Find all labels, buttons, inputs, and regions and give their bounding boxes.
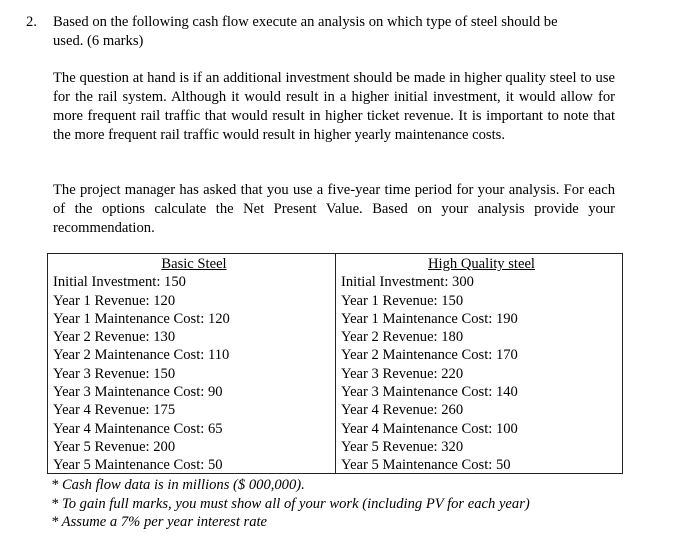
hq-year1-maintenance: Year 1 Maintenance Cost: 190 xyxy=(341,310,518,327)
question-number: 2. xyxy=(26,14,37,30)
note-show-work: * To gain full marks, you must show all of your work (including PV for each year) xyxy=(51,495,530,512)
basic-year2-maintenance: Year 2 Maintenance Cost: 110 xyxy=(53,347,230,364)
high-quality-steel-title: High Quality steel xyxy=(427,256,535,272)
basic-steel-column xyxy=(48,254,336,473)
basic-steel-title: Basic Steel xyxy=(161,256,227,272)
hq-year4-revenue: Year 4 Revenue: 260 xyxy=(341,402,464,419)
basic-year1-revenue: Year 1 Revenue: 120 xyxy=(53,292,176,309)
hq-year5-revenue: Year 5 Revenue: 320 xyxy=(341,438,464,455)
cash-flow-table xyxy=(47,253,623,474)
question-number-spacer xyxy=(26,32,53,51)
hq-year3-maintenance: Year 3 Maintenance Cost: 140 xyxy=(341,384,518,401)
question-heading xyxy=(26,13,626,51)
question-text-line-1: Based on the following cash flow execute an analysis on which type of steel should be xyxy=(53,14,558,30)
hq-year3-revenue: Year 3 Revenue: 220 xyxy=(341,365,464,382)
basic-initial-investment: Initial Investment: 150 xyxy=(53,274,186,291)
basic-year4-revenue: Year 4 Revenue: 175 xyxy=(53,402,176,419)
basic-year4-maintenance: Year 4 Maintenance Cost: 65 xyxy=(53,420,223,437)
basic-year5-maintenance: Year 5 Maintenance Cost: 50 xyxy=(53,457,223,474)
basic-year3-revenue: Year 3 Revenue: 150 xyxy=(53,365,176,382)
basic-year3-maintenance: Year 3 Maintenance Cost: 90 xyxy=(53,384,223,401)
hq-year2-maintenance: Year 2 Maintenance Cost: 170 xyxy=(341,347,518,364)
hq-year5-maintenance: Year 5 Maintenance Cost: 50 xyxy=(341,457,511,474)
note-units: * Cash flow data is in millions ($ 000,000). xyxy=(51,477,305,493)
question-line-2 xyxy=(26,32,626,51)
context-paragraph: The question at hand is if an additional investment should be made in higher quality steel to use for the rail system. Although it would result in a higher initial investment, it would allow for more frequent rail traffic that would result in higher ticket revenue. It is important to note that the more frequent rail traffic would result in higher yearly maintenance costs. xyxy=(53,70,615,143)
note-interest-rate: * Assume a 7% per year interest rate xyxy=(51,514,268,530)
question-text-line-2: used. (6 marks) xyxy=(53,33,144,49)
hq-year4-maintenance: Year 4 Maintenance Cost: 100 xyxy=(341,420,518,437)
hq-initial-investment: Initial Investment: 300 xyxy=(341,274,474,291)
high-quality-steel-column xyxy=(336,254,622,473)
notes-section xyxy=(51,476,530,532)
basic-year2-revenue: Year 2 Revenue: 130 xyxy=(53,329,176,346)
hq-year1-revenue: Year 1 Revenue: 150 xyxy=(341,292,464,309)
basic-year1-maintenance: Year 1 Maintenance Cost: 120 xyxy=(53,310,230,327)
basic-year5-revenue: Year 5 Revenue: 200 xyxy=(53,438,176,455)
instructions-paragraph: The project manager has asked that you use a five-year time period for your analysis. For each of the options calculate the Net Present Value. Based on your analysis provide your recommendation. xyxy=(53,182,615,236)
hq-year2-revenue: Year 2 Revenue: 180 xyxy=(341,329,464,346)
question-line-1 xyxy=(26,13,626,32)
